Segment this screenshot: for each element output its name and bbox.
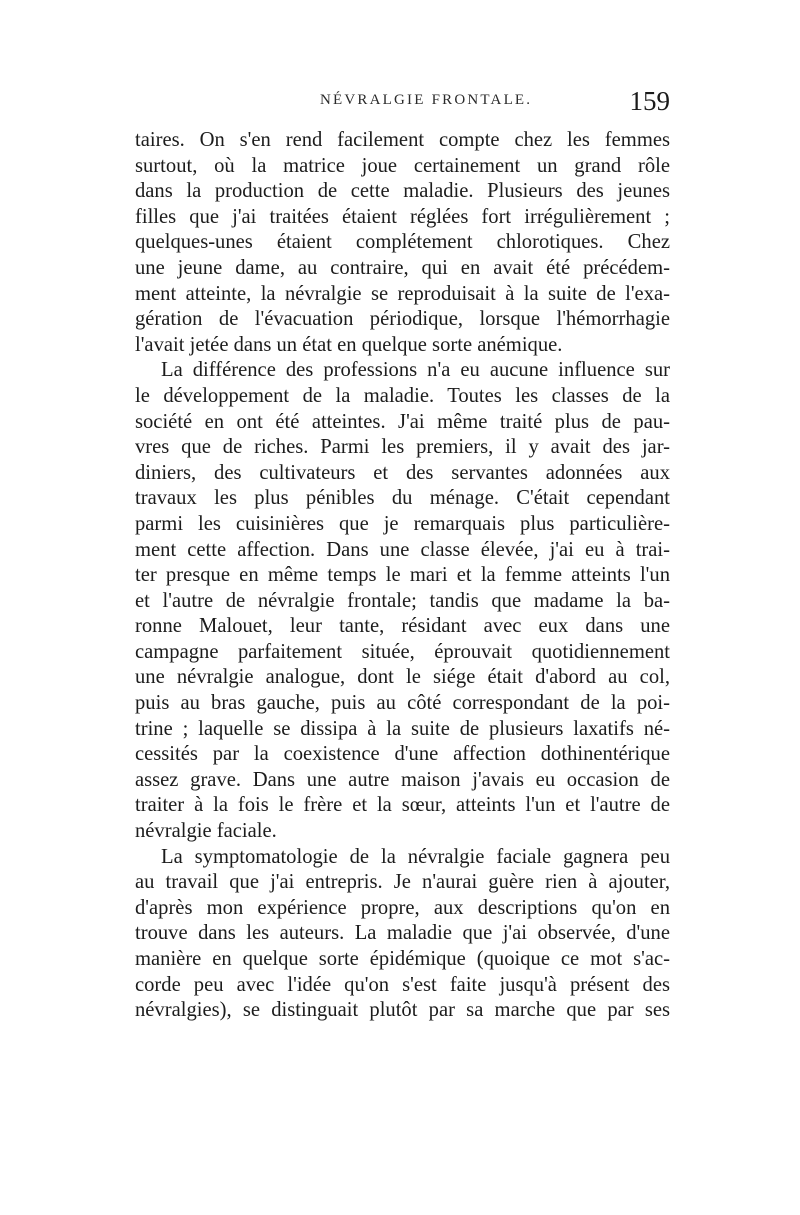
paragraph	[135, 845, 670, 1024]
text-line: ment cette affection. Dans une classe élevée, j'ai eu à trai-	[135, 538, 670, 561]
text-line: ment atteinte, la névralgie se reproduisait à la suite de l'exa-	[135, 282, 670, 305]
text-line: parmi les cuisinières que je remarquais plus particulière-	[135, 512, 670, 535]
text-line: vres que de riches. Parmi les premiers, il y avait des jar-	[135, 436, 670, 459]
text-line: névralgie faciale.	[135, 820, 277, 843]
text-line: d'après mon expérience propre, aux descriptions qu'on en	[135, 896, 670, 919]
text-line: l'avait jetée dans un état en quelque sorte anémique.	[135, 333, 563, 356]
text-line: trine ; laquelle se dissipa à la suite de plusieurs laxatifs né-	[135, 717, 670, 740]
text-line: quelques-unes étaient complétement chlorotiques. Chez	[135, 231, 670, 254]
text-line: gération de l'évacuation périodique, lorsque l'hémorrhagie	[135, 308, 670, 331]
paragraph	[135, 128, 670, 358]
page-header	[135, 86, 670, 122]
text-line: surtout, où la matrice joue certainement un grand rôle	[135, 154, 670, 177]
text-line: travaux les plus pénibles du ménage. C'était cependant	[135, 487, 670, 510]
text-line: puis au bras gauche, puis au côté correspondant de la poi-	[135, 692, 670, 715]
text-line: La symptomatologie de la névralgie faciale gagnera peu	[161, 845, 670, 868]
text-line: La différence des professions n'a eu aucune influence sur	[161, 359, 670, 382]
text-line: une jeune dame, au contraire, qui en avait été précédem-	[135, 256, 670, 279]
text-line: traiter à la fois le frère et la sœur, atteints l'un et l'autre de	[135, 794, 670, 817]
text-line: taires. On s'en rend facilement compte chez les femmes	[135, 129, 670, 151]
text-line: diniers, des cultivateurs et des servantes adonnées aux	[135, 461, 670, 484]
text-line: et l'autre de névralgie frontale; tandis que madame la ba-	[135, 589, 670, 612]
text-line: cessités par la coexistence d'une affection dothinentérique	[135, 743, 670, 766]
text-line: campagne parfaitement située, éprouvait quotidiennement	[135, 640, 670, 663]
text-line: dans la production de cette maladie. Plusieurs des jeunes	[135, 180, 670, 203]
running-head: NÉVRALGIE FRONTALE.	[320, 92, 533, 108]
text-line: filles que j'ai traitées étaient réglées fort irrégulièrement ;	[135, 205, 670, 228]
text-line: ter presque en même temps le mari et la femme atteints l'un	[135, 564, 670, 587]
text-line: corde peu avec l'idée qu'on s'est faite jusqu'à présent des	[135, 973, 670, 996]
text-line: société en ont été atteintes. J'ai même traité plus de pau-	[135, 410, 670, 433]
body-text	[135, 128, 670, 1024]
text-line: le développement de la maladie. Toutes les classes de la	[135, 384, 670, 407]
text-line: ronne Malouet, leur tante, résidant avec eux dans une	[135, 615, 670, 638]
text-line: assez grave. Dans une autre maison j'avais eu occasion de	[135, 768, 670, 791]
text-line: une névralgie analogue, dont le siége était d'abord au col,	[135, 666, 670, 689]
page-number: 159	[629, 86, 670, 116]
paragraph	[135, 358, 670, 844]
text-line: au travail que j'ai entrepris. Je n'aurai guère rien à ajouter,	[135, 871, 670, 894]
text-line: névralgies), se distinguait plutôt par sa marche que par ses	[135, 999, 670, 1022]
text-line: trouve dans les auteurs. La maladie que j'ai observée, d'une	[135, 922, 670, 945]
text-line: manière en quelque sorte épidémique (quoique ce mot s'ac-	[135, 948, 670, 970]
